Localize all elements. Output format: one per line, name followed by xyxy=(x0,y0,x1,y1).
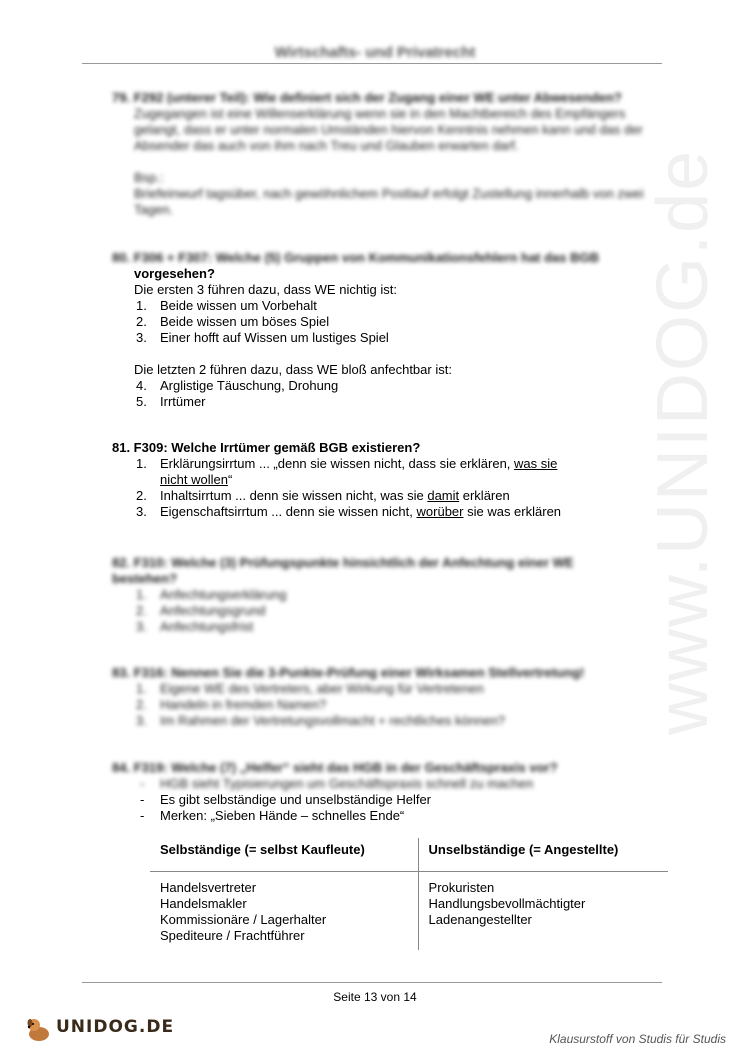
page-number: Seite 13 von 14 xyxy=(333,990,417,1004)
question-79-title: 79. F292 (unterer Teil): Wie definiert sich der Zugang einer WE unter Abwesenden? xyxy=(112,90,622,105)
question-84-title: 84. F319: Welche (7) „Helfer“ sieht das HGB in der Geschäftspraxis vor? xyxy=(112,760,558,775)
list-item: 1. Beide wissen um Vorbehalt xyxy=(136,298,317,313)
question-82 xyxy=(112,555,662,635)
footer-slogan: Klausurstoff von Studis für Studis xyxy=(549,1032,726,1046)
list-item: 1. Anfechtungserklärung xyxy=(136,587,287,602)
list-item: 5. Irrtümer xyxy=(136,394,206,409)
question-83 xyxy=(112,665,662,729)
question-79 xyxy=(112,90,662,218)
list-item: 2. Handeln in fremden Namen? xyxy=(136,697,327,712)
table-cell-item: Handelsmakler xyxy=(160,896,247,911)
page-header-title: Wirtschafts- und Privatrecht xyxy=(274,44,476,61)
list-item: 3. Einer hofft auf Wissen um lustiges Spiel xyxy=(136,330,389,345)
table-cell-item: Handlungsbevollmächtigter xyxy=(428,896,586,911)
list-item: 1. Erklärungsirrtum ... „denn sie wissen nicht, dass sie erklären, was sie nicht wollen“ xyxy=(136,456,558,487)
question-80-title: vorgesehen? xyxy=(134,266,215,281)
watermark: www.UNIDOG.de xyxy=(643,148,723,735)
list-item: - HGB sieht Typisierungen um Geschäftspraxis schnell zu machen xyxy=(140,776,534,791)
list-item: 3. Eigenschaftsirrtum ... denn sie wissen nicht, worüber sie was erklären xyxy=(136,504,562,519)
table-cell-item: Prokuristen xyxy=(428,880,495,895)
table-cell-item: Kommissionäre / Lagerhalter xyxy=(160,912,327,927)
question-80-intro-2: Die letzten 2 führen dazu, dass WE bloß anfechtbar ist: xyxy=(134,362,452,377)
table-cell-unselbstaendige xyxy=(418,872,668,951)
question-80-title-blurred: 80. F306 + F307: Welche (5) Gruppen von Kommunikationsfehlern hat das BGB xyxy=(112,250,600,265)
footer-divider xyxy=(82,982,662,983)
list-item: 3. Anfechtungsfrist xyxy=(136,619,254,634)
table-header-selbstaendige: Selbständige (= selbst Kaufleute) xyxy=(150,838,418,872)
table-cell-item: Spediteure / Frachtführer xyxy=(160,928,305,943)
footer-logo: UNIDOG.DE xyxy=(56,1017,175,1037)
question-79-bsp: Bsp.: xyxy=(134,170,164,185)
question-79-answer: Zugegangen ist eine Willenserklärung wenn sie in den Machtbereich des Empfängers gelangt, dass er unter normalen Umständen hiervon Kenntnis nehmen kann und das der Absender das auch von ihm nach Treu und Glauben erwarten darf. xyxy=(134,106,643,153)
helpers-table xyxy=(150,838,668,950)
list-item: - Es gibt selbständige und unselbständige Helfer xyxy=(140,792,432,807)
list-item: 2. Anfechtungsgrund xyxy=(136,603,266,618)
table-cell-item: Ladenangestellter xyxy=(428,912,532,927)
question-81 xyxy=(112,440,662,520)
list-item: 4. Arglistige Täuschung, Drohung xyxy=(136,378,339,393)
question-80 xyxy=(112,250,662,410)
header-divider xyxy=(82,63,662,64)
list-item: 1. Eigene WE des Vertreters, aber Wirkung für Vertretenen xyxy=(136,681,484,696)
list-item: 2. Inhaltsirrtum ... denn sie wissen nicht, was sie damit erklären xyxy=(136,488,510,503)
question-81-title: 81. F309: Welche Irrtümer gemäß BGB existieren? xyxy=(112,440,421,455)
question-82-title: 82. F310: Welche (3) Prüfungspunkte hinsichtlich der Anfechtung einer WE bestehen? xyxy=(112,555,574,586)
table-cell-selbstaendige xyxy=(150,872,418,951)
list-item: 2. Beide wissen um böses Spiel xyxy=(136,314,330,329)
question-80-intro-1: Die ersten 3 führen dazu, dass WE nichtig ist: xyxy=(134,282,398,297)
table-header-unselbstaendige: Unselbständige (= Angestellte) xyxy=(418,838,668,872)
table-cell-item: Handelsvertreter xyxy=(160,880,257,895)
dog-logo-icon xyxy=(24,1014,54,1044)
list-item: 3. Im Rahmen der Vertretungsvollmacht + rechtliches können? xyxy=(136,713,506,728)
question-83-title: 83. F316: Nennen Sie die 3-Punkte-Prüfung einer Wirksamen Stellvertretung! xyxy=(112,665,585,680)
list-item: - Merken: „Sieben Hände – schnelles Ende“ xyxy=(140,808,405,823)
question-79-example: Briefeinwurf tagsüber, nach gewöhnlichem Postlauf erfolgt Zustellung innerhalb von zwei Tagen. xyxy=(134,186,644,217)
question-84 xyxy=(112,760,662,824)
